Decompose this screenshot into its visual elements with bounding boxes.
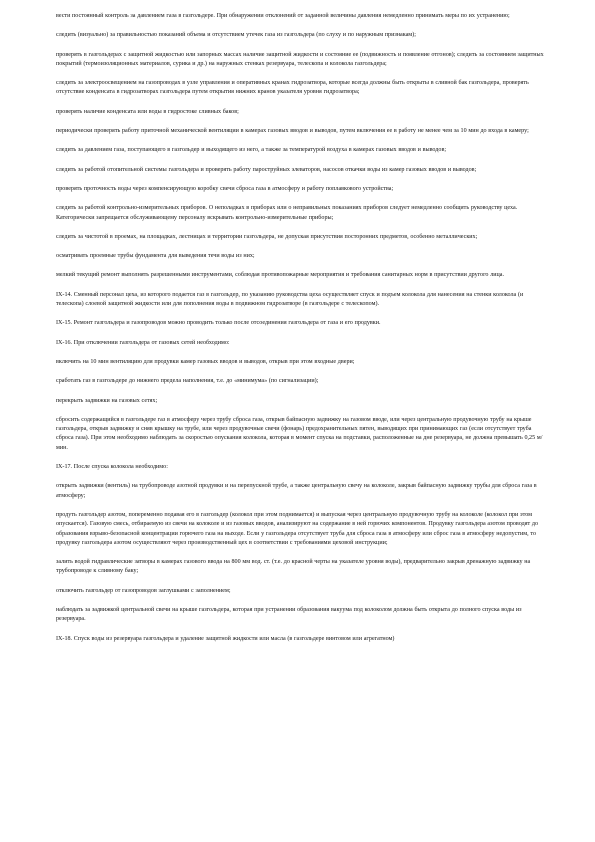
paragraph: наблюдать за задвижкой центральной свечи на крыше газгольдера, которая при устранении образования вакуума под колоколом должна быть открыта до полного спуска воды из резервуара. <box>56 606 522 623</box>
section-paragraph: IX-15. Ремонт газгольдера и газопроводов можно проводить только после отсоединения газгольдера от газа и его продувки. <box>56 320 381 327</box>
paragraph: проверять проточность воды через компенсирующую коробку свечи сброса газа в атмосферу и работу поплавкового устройства; <box>56 185 394 192</box>
paragraph: вести постоянный контроль за давлением газа в газгольдере. При обнаружении отклонений от заданной величины давления немедленно принимать меры по их устранению; <box>56 13 510 19</box>
paragraph: проверять в газгольдерах с защитной жидкостью или запорных массах наличие защитной жидкости и состояние ее (подвижность и появление отгонов); следить за состоянием защитных покрытий (термоизоляционных материалов, сурика и др.) на наружных стенках резервуара, телескопа и колокола газгольдера; <box>56 51 544 67</box>
paragraph: осматривать проемные трубы фундамента для выведения течи воды из них; <box>56 253 255 260</box>
paragraph: перекрыть задвижки на газовых сетях; <box>56 397 158 404</box>
paragraph: включить на 10 мин вентиляцию для продувки камер газовых вводов и выводов, открыв при этом входные двери; <box>56 358 355 365</box>
paragraph: сбросить содержащийся в газгольдере газ в атмосферу через трубу сброса газа, открыв байпасную задвижку на газовом вводе, или через центральную продувочную трубу на крыше газгольдера, открыв задвижку и сняв крышку на трубе, или через продувочные свечи (фонарь) предохранительных пятен, выводящих при принимающих газ (если отсутствует труба сброса газа). При этом необходимо наблюдать за скоростью опускания колокола, которая в момент спуска на подставки, расположенные на дне резервуара, не должна превышать 0,25 м/мин. <box>56 416 543 451</box>
paragraph: следить (визуально) за правильностью показаний объема и отсутствием утечек газа из газгольдера (по слуху и по наружным признакам); <box>56 32 416 39</box>
paragraph: следить за чистотой в проемах, на площадках, лестницах и территории газгольдера, не допуская присутствия посторонних предметов, особенно металлических; <box>56 233 478 240</box>
paragraph: следить за работой контрольно-измерительных приборов. О неполадках в приборах или о неправильных показаниях приборов следует немедленно сообщить руководству цеха. Категорически запрещается обслуживающему персоналу вскрывать контрольно-измерительные приборы; <box>56 205 518 221</box>
section-heading: IX-16. При отключении газгольдера от газовых сетей необходимо: <box>56 339 230 346</box>
paragraph: продуть газгольдер азотом, попеременно подавая его в газгольдер (колокол при этом поднимается) и выпуская через центральную продувочную трубу на колоколе (колокол при этом опускается). Газовую смесь, отбираемую из свечи на колоколе и из газовых вводов, анализируют на содержание в ней горючих компонентов. Продувку газгольдера азотом проводят до образования взрыво-безопасной концентрации горючего газа на выходе. Если у газгольдера отсутствует труба для сброса газа в атмосферу или сброс газа в атмосферу недопустим, то продувку газгольдера азотом осуществляют через производственный цех в соответствии с требованиями цеховой инструкции; <box>56 511 539 546</box>
document-page <box>56 12 546 832</box>
paragraph: отключить газгольдер от газопроводов заглушками с заполнением; <box>56 587 231 594</box>
paragraph: залить водой гидравлические затворы в камерах газового ввода на 800 мм вод. ст. (т.е. до красной черты на указателе уровня воды), предварительно закрыв дренажную задвижку на трубопроводе к сливному баку; <box>56 559 531 575</box>
paragraph: следить за давлением газа, поступающего в газгольдер и выходящего из него, а также за температурой воздуха в камерах газовых вводов и выводов; <box>56 147 447 154</box>
section-heading: IX-17. После спуска колокола необходимо: <box>56 464 168 471</box>
paragraph: мелкий текущий ремонт выполнять разрешенными инструментами, соблюдая противопожарные мероприятия и требования санитарных норм в присутствии другого лица. <box>56 272 504 279</box>
section-paragraph: IX-14. Сменный персонал цеха, из которого подается газ в газгольдер, по указанию руководства цеха осуществляет спуск и подъем колокола для нанесения на стенки колокола (и телескопа) слоевой защитной жидкости или для пополнения воды в подвижном гидрозатворе (в газгольдере с телескопом). <box>56 291 524 308</box>
paragraph: следить за электроосвещением на газопроводах в узле управления и оперативных кранах гидрозатвора, которые всегда должны быть открыты в сливной бак газгольдера, проверять отсутствие конденсата в гидрозатворах газгольдера путем открытия нижних кранов указателя уровня гидрозатвора; <box>56 80 529 96</box>
paragraph: периодически проверять работу приточной механической вентиляции в камерах газовых вводов и выводов, путем включения ее в работу не менее чем за 10 мин до входа в камеру; <box>56 128 529 135</box>
paragraph: следить за работой отопительной системы газгольдера и проверять работу пароструйных элеваторов, насосов откачки воды из камер газовых вводов и выводов; <box>56 166 477 173</box>
paragraph: проверять наличие конденсата или воды в гидростоке сливных баков; <box>56 108 239 115</box>
paragraph: открыть задвижки (вентиль) на трубопроводе азотной продувки и на перепускной трубе, а также центральную свечу на колоколе, закрыв байпасную задвижку трубы для сброса газа в атмосферу; <box>56 483 537 499</box>
paragraph: сработать газ в газгольдере до нижнего предела наполнения, т.е. до «минимума» (по сигнализации); <box>56 378 319 385</box>
section-paragraph: IX-18. Спуск воды из резервуара газгольдера и удаление защитной жидкости или масла (в газгольдере винтовом или агрегатном) <box>56 635 395 642</box>
